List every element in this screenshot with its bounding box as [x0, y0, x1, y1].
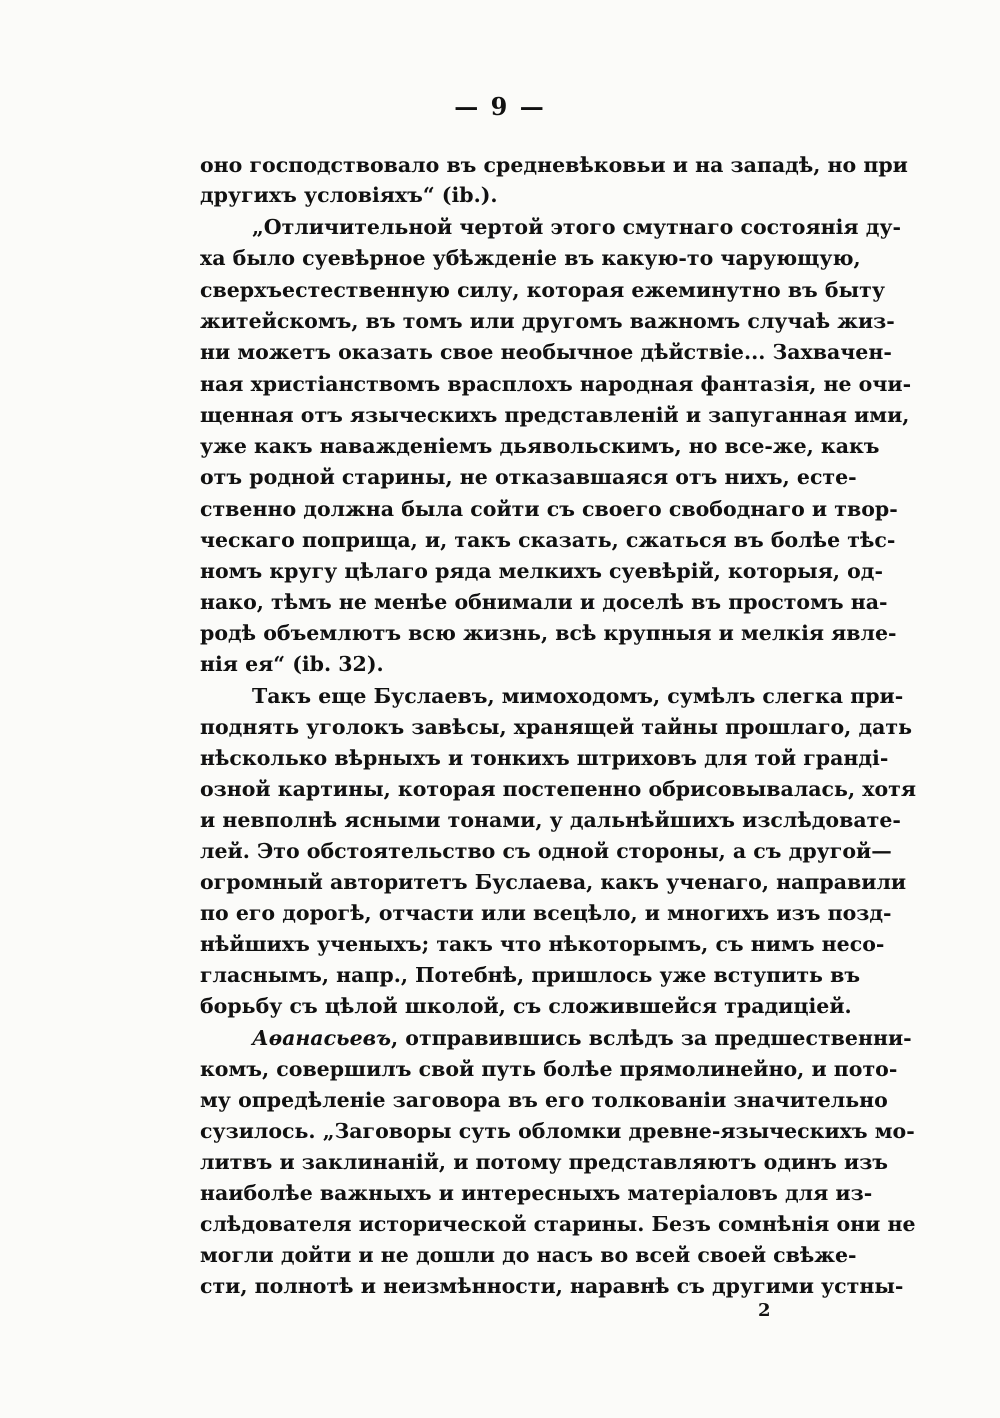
text-line: нѣсколько вѣрныхъ и тонкихъ штриховъ для той гранді- [200, 746, 889, 770]
text-line: житейскомъ, въ томъ или другомъ важномъ случаѣ жиз- [200, 309, 895, 333]
text-line: озной картины, которая постепенно обрисовывалась, хотя [200, 777, 916, 801]
text-line: литвъ и заклинаній, и потому представляютъ одинъ изъ [200, 1150, 889, 1174]
text-line: „Отличительной чертой этого смутнаго состоянія ду- [252, 215, 901, 239]
text-line: му опредѣленіе заговора въ его толкованіи значительно [200, 1088, 888, 1112]
text-line: сверхъестественную силу, которая ежеминутно въ быту [200, 278, 885, 302]
text-line: нако, тѣмъ не менѣе обнимали и доселѣ въ простомъ на- [200, 590, 888, 614]
text-line: нѣйшихъ ученыхъ; такъ что нѣкоторымъ, съ нимъ несо- [200, 932, 885, 956]
text-line: сузилось. „Заговоры суть обломки древне-языческихъ мо- [200, 1119, 915, 1143]
text-line: лей. Это обстоятельство съ одной стороны, а съ другой— [200, 839, 892, 863]
text-line: ни можетъ оказать свое необычное дѣйствіе... Захвачен- [200, 340, 892, 364]
text-line: по его дорогѣ, отчасти или всецѣло, и многихъ изъ позд- [200, 901, 892, 925]
text-line: отъ родной старины, не отказавшаяся отъ нихъ, есте- [200, 465, 857, 489]
text-line: гласнымъ, напр., Потебнѣ, пришлось уже вступить въ [200, 963, 861, 987]
text-line: слѣдователя исторической старины. Безъ сомнѣнія они не [200, 1212, 916, 1236]
text-line: другихъ условіяхъ“ (ib.). [200, 183, 498, 207]
text-line: ха было суевѣрное убѣжденіе въ какую-то чарующую, [200, 246, 861, 270]
text-line: огромный авторитетъ Буслаева, какъ ученаго, направили [200, 870, 907, 894]
text-line: номъ кругу цѣлаго ряда мелкихъ суевѣрій, которыя, од- [200, 559, 883, 583]
text-line: нія ея“ (ib. 32). [200, 652, 384, 676]
signature-mark: 2 [758, 1300, 771, 1321]
text-line: ственно должна была сойти съ своего свободнаго и твор- [200, 497, 898, 521]
text-fragment: , отправившись вслѣдъ за предшественни- [391, 1026, 912, 1050]
text-line: родѣ объемлютъ всю жизнь, всѣ крупныя и мелкія явле- [200, 621, 897, 645]
text-line: наиболѣе важныхъ и интересныхъ матеріаловъ для из- [200, 1181, 873, 1205]
text-line: ная христіанствомъ врасплохъ народная фантазія, не очи- [200, 372, 912, 396]
text-line: ческаго поприща, и, такъ сказать, сжаться въ болѣе тѣс- [200, 528, 896, 552]
text-line: комъ, совершилъ свой путь болѣе прямолинейно, и пото- [200, 1057, 898, 1081]
text-line: Такъ еще Буслаевъ, мимоходомъ, сумѣлъ слегка при- [252, 684, 904, 708]
text-line: щенная отъ языческихъ представленій и запуганная ими, [200, 403, 910, 427]
text-line [252, 1023, 912, 1053]
text-line: борьбу съ цѣлой школой, съ сложившейся традиціей. [200, 994, 852, 1018]
text-line: сти, полнотѣ и неизмѣнности, наравнѣ съ другими устны- [200, 1274, 904, 1298]
page-number: — 9 — [454, 92, 546, 121]
text-line: уже какъ наважденіемъ дьявольскимъ, но все-же, какъ [200, 434, 880, 458]
text-line: могли дойти и не дошли до насъ во всей своей свѣже- [200, 1243, 857, 1267]
text-line: и невполнѣ ясными тонами, у дальнѣйшихъ изслѣдовате- [200, 808, 901, 832]
text-line: оно господствовало въ средневѣковьи и на западѣ, но при [200, 153, 908, 177]
author-name: Аѳанасьевъ [252, 1026, 391, 1050]
text-line: поднять уголокъ завѣсы, хранящей тайны прошлаго, дать [200, 715, 913, 739]
